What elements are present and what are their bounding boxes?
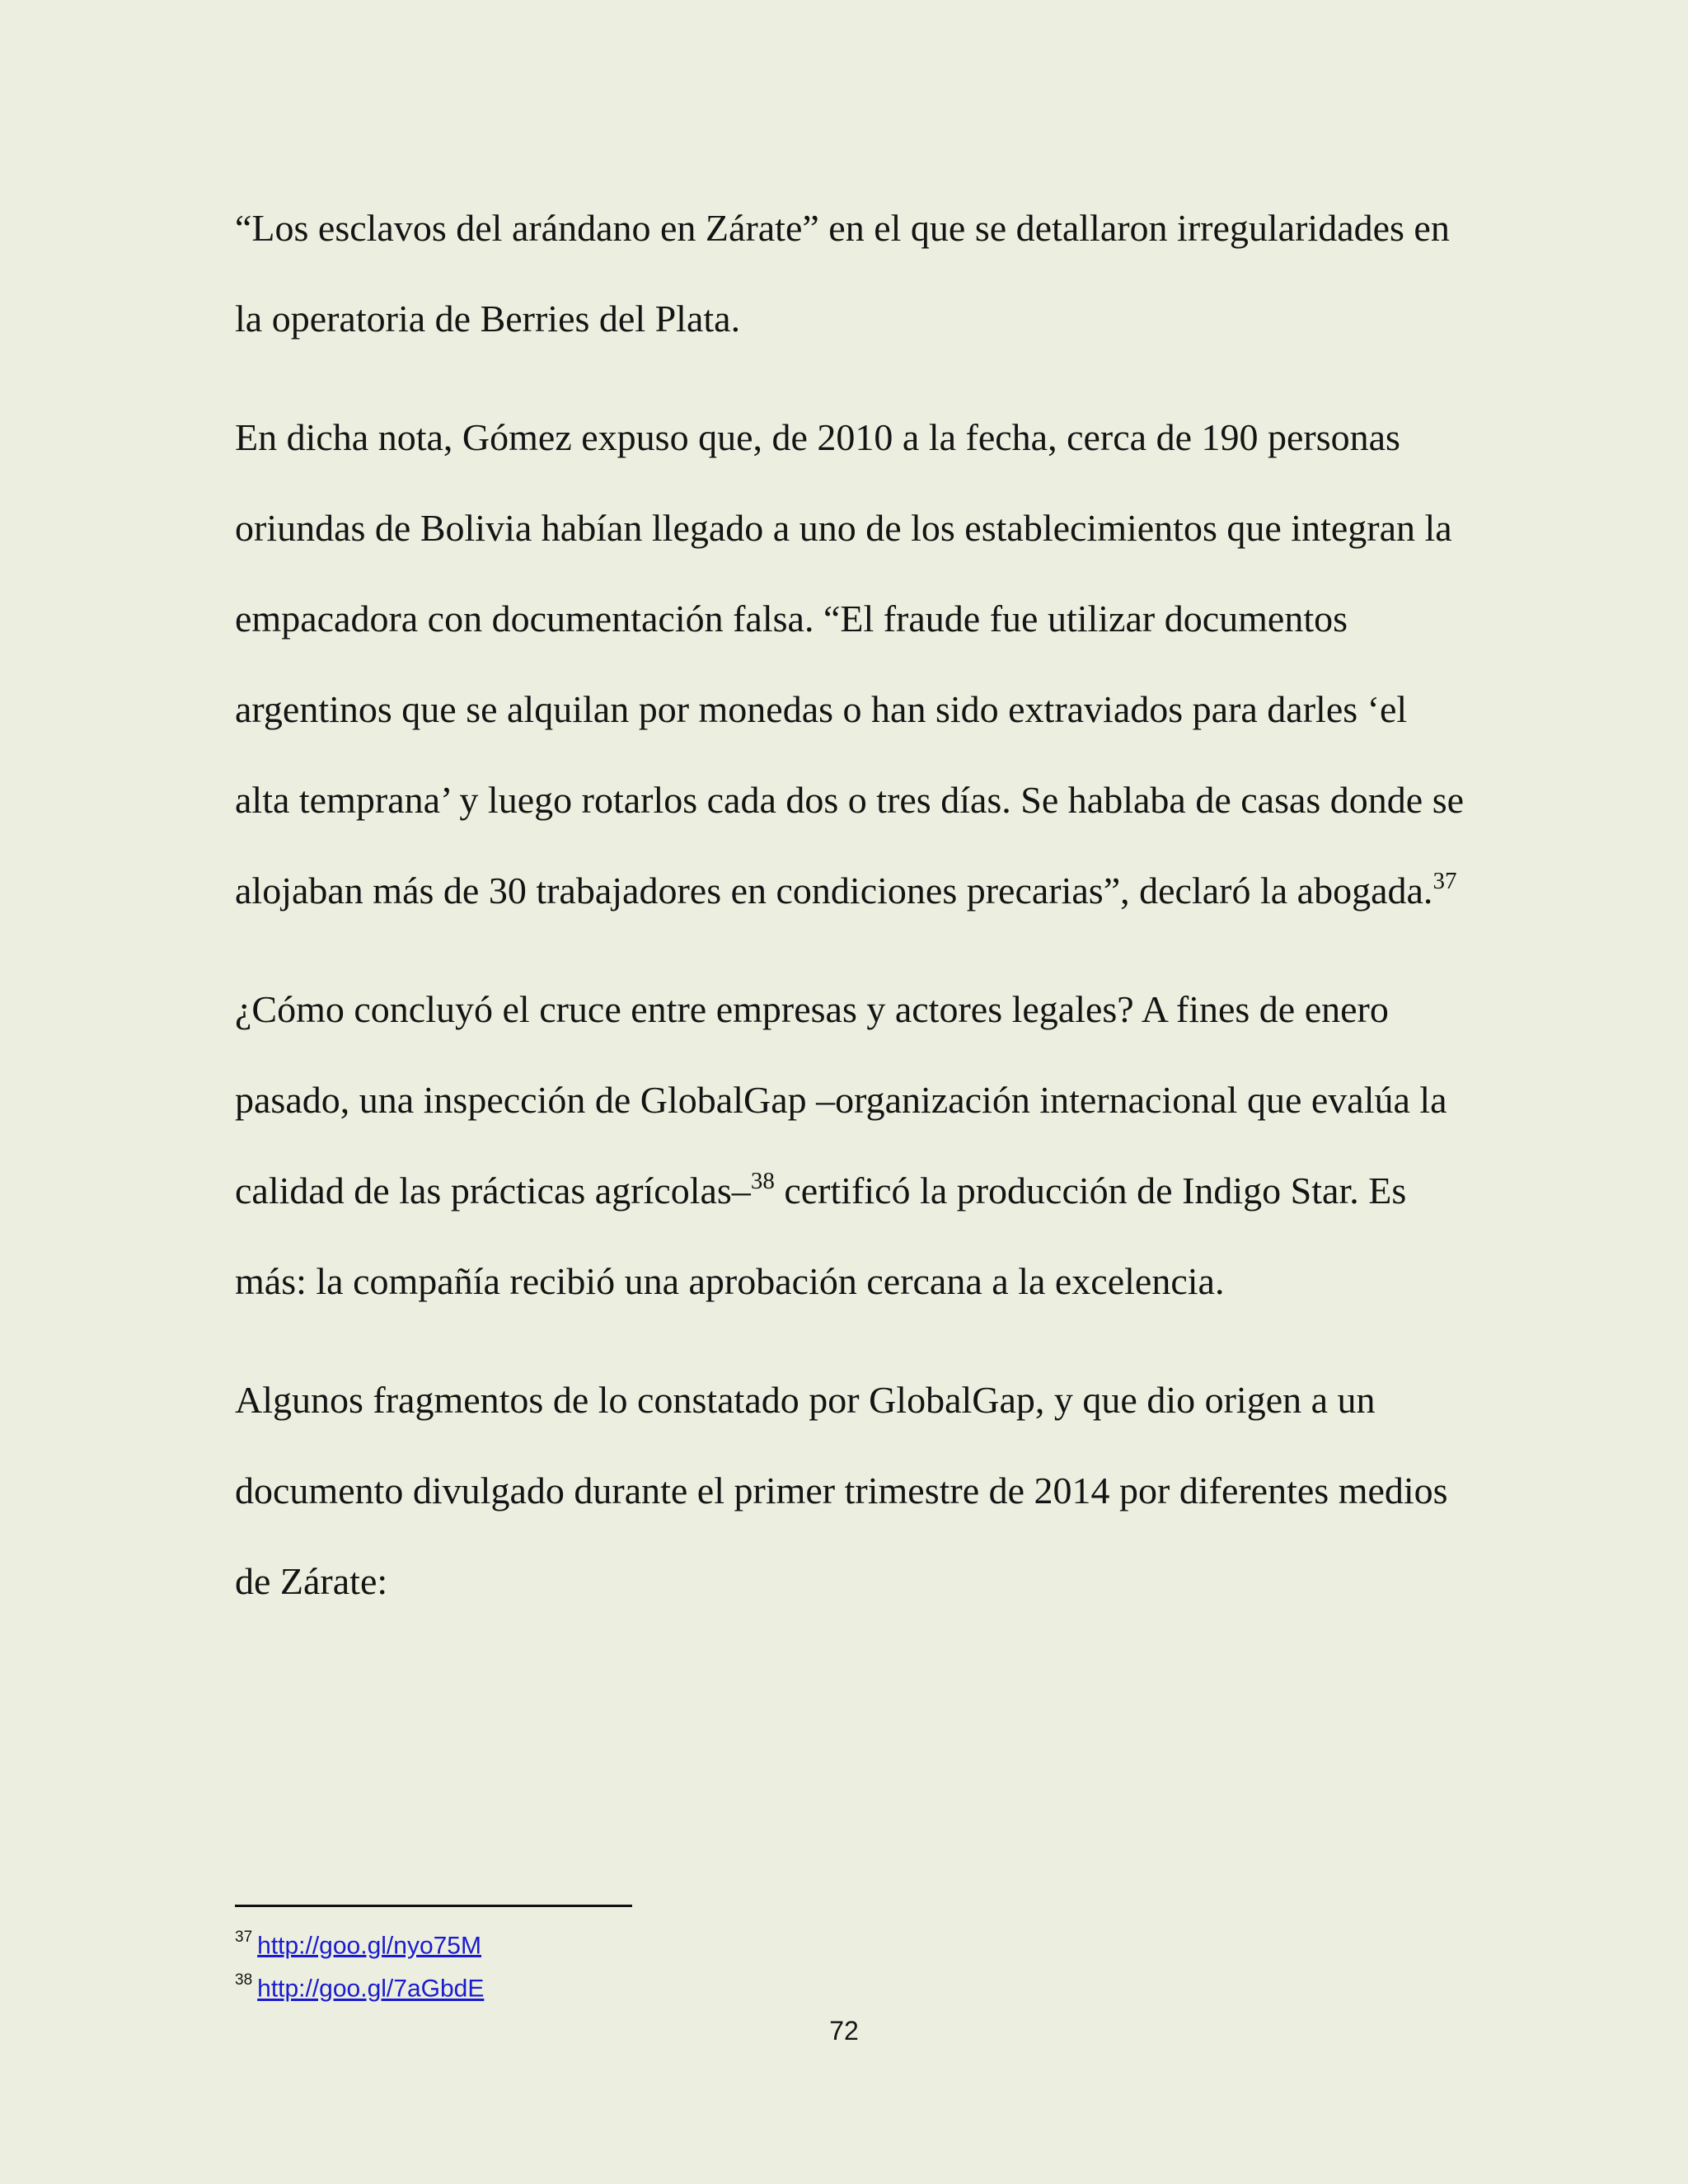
paragraph-4-text: Algunos fragmentos de lo constatado por GlobalGap, y que dio origen a un documento divulgado durante el primer trimestre de 2014 por diferentes medios de Zárate: <box>235 1379 1448 1602</box>
paragraph-2-text: En dicha nota, Gómez expuso que, de 2010 a la fecha, cerca de 190 personas oriundas de Bolivia habían llegado a uno de los establecimientos que integran la empacadora con documentación falsa. “El fraude fue utilizar documentos argentinos que se alquilan por monedas o han sido extraviados para darles ‘el alta temprana’ y luego rotarlos cada dos o tres días. Se hablaba de casas donde se alojaban más de 30 trabajadores en condiciones precarias”, declaró la abogada. <box>235 416 1465 912</box>
footnote-number: 37 <box>235 1929 253 1946</box>
paragraph-3-text-before: ¿Cómo concluyó el cruce entre empresas y actores legales? A fines de enero pasado, una inspección de GlobalGap –organización internacional que evalúa la calidad de las prácticas agrícolas– <box>235 988 1447 1212</box>
paragraph-1 <box>235 183 1471 364</box>
footnote-ref-38[interactable]: 38 <box>750 1168 775 1195</box>
footnote-ref-37[interactable]: 37 <box>1432 868 1457 895</box>
footnote-link-37[interactable]: http://goo.gl/nyo75M <box>257 1932 481 1960</box>
paragraph-3 <box>235 964 1471 1327</box>
footnote-link-38[interactable]: http://goo.gl/7aGbdE <box>257 1975 485 2003</box>
footnote-number: 38 <box>235 1971 253 1990</box>
paragraph-2 <box>235 392 1471 936</box>
page-number: 72 <box>829 2016 859 2046</box>
document-page <box>235 0 1471 2184</box>
paragraph-1-text: “Los esclavos del arándano en Zárate” en el que se detallaron irregularidades en la operatoria de Berries del Plata. <box>235 207 1450 340</box>
footnote-37 <box>235 1920 484 1963</box>
body-text <box>235 183 1471 1655</box>
paragraph-4 <box>235 1355 1471 1627</box>
footnotes <box>235 1920 484 2007</box>
footnote-38 <box>235 1963 484 2006</box>
paragraph-3-text-after: certificó la producción de Indigo Star. Es más: la compañía recibió una aprobación cercana a la excelencia. <box>235 1169 1407 1302</box>
footnote-separator <box>235 1905 632 1907</box>
